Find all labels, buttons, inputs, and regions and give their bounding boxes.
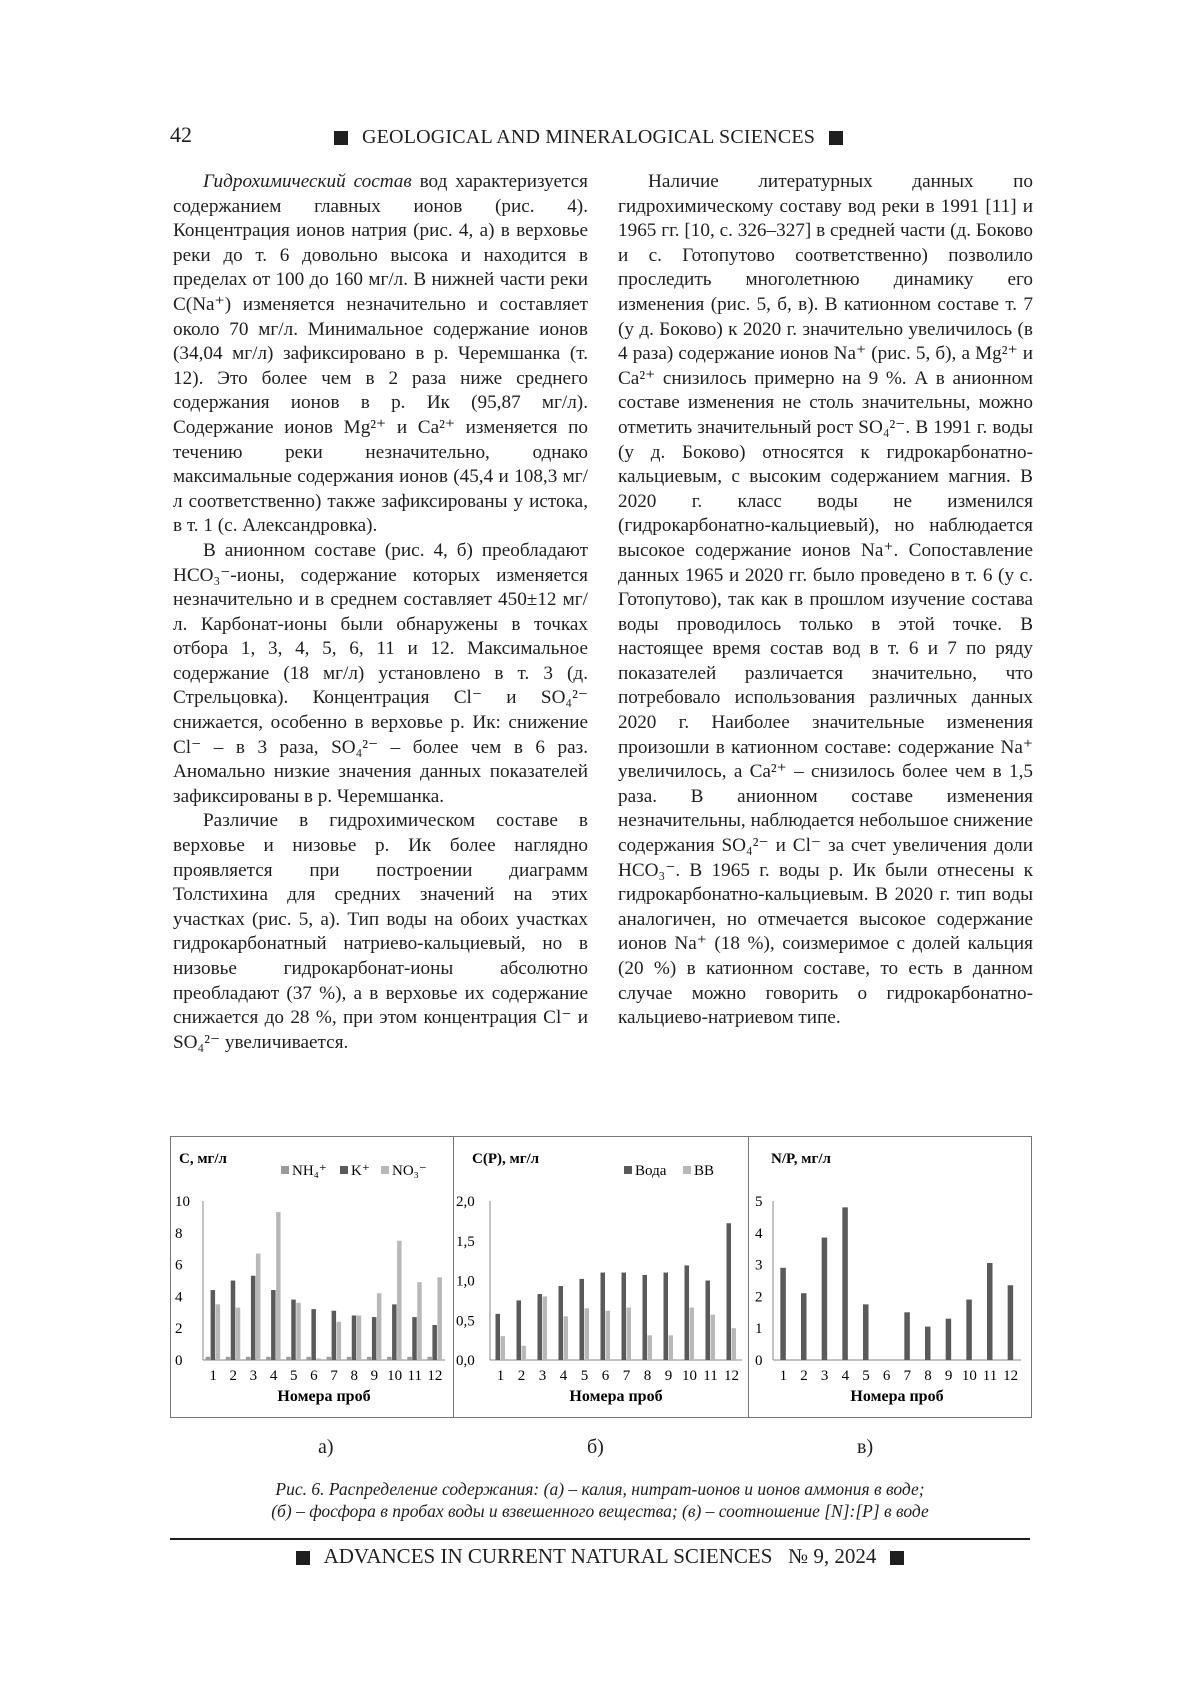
bar <box>432 1325 437 1360</box>
x-tick-label: 12 <box>724 1368 739 1384</box>
paragraph: Наличие литературных данных по гидрохимическому составу вод реки в 1991 [11] и 1965 гг. [10, с. 326–327] в средней части (д. Боково и с. Готопутово соответственно) позволило проследить многолетнюю динамику его изменения (рис. 5, б, в). В катионном составе т. 7 (у д. Боково) к 2020 г. значительно увеличилось (в 4 раза) содержание ионов Na⁺ (рис. 5, б), а Mg²⁺ и Ca²⁺ снизилось примерно на 9 %. А в анионном составе изменения не столь значительны, можно отметить значительный рост SO₄²⁻. В 1991 г. воды (у д. Боково) относятся к гидрокарбонатно-кальциевым, с высоким содержанием магния. В 2020 г. класс воды не изменился (гидрокарбонатно-кальциевый), но наблюдается высокое содержание ионов Na⁺. Сопоставление данных 1965 и 2020 гг. было проведено в т. 6 (у с. Готопутово), так как в прошлом изучение состава воды проводилось только в этой точке. В настоящее время состав вод в т. 6 и 7 по ряду показателей различается значительно, что потребовало использования различных данных 2020 г. Наиболее значительные изменения произошли в катионном составе: содержание Na⁺ увеличилось, а Ca²⁺ – снизилось более чем в 1,5 раза. В анионном составе изменения незначительны, наблюдается небольшое снижение содержания SO₄²⁻ и Cl⁻ за счет увеличения доли HCO₃⁻. В 1965 г. воды р. Ик были отнесены к гидрокарбонатно-кальциевым. В 2020 г. тип воды аналогичен, но отмечается высокое содержание ионов Na⁺ (18 %), соизмеримое с долей кальция (20 %) в катионном составе, то есть в данном случае можно говорить о гидрокарбонатно-кальциево-натриевом типе. <box>618 171 1033 1029</box>
chart-panel-a <box>171 1137 454 1417</box>
figure-caption <box>170 1478 1030 1522</box>
paragraph: Различие в гидрохимическом составе в верховье и низовье р. Ик более наглядно проявляется при построении диаграмм Толстихина для средних значений на этих участках (рис. 5, а). Тип воды на обоих участках гидрокарбонатный натриево-кальциевый, но в низовье гидрокарбонат-ионы абсолютно преобладают (37 %), а в верховье их содержание снижается до 28 %, при этом концентрация Cl⁻ и SO₄²⁻ увеличивается. <box>173 810 588 1053</box>
x-tick-label: 7 <box>330 1368 338 1384</box>
bar <box>407 1357 412 1360</box>
bar <box>206 1357 211 1360</box>
paragraph-lead: Гидрохимический состав <box>203 171 412 192</box>
bar <box>925 1327 931 1360</box>
bar <box>387 1357 392 1360</box>
legend-swatch <box>624 1166 632 1174</box>
x-tick-label: 9 <box>944 1368 953 1384</box>
bar <box>601 1273 606 1360</box>
legend-label: NH₄⁺ <box>292 1163 327 1179</box>
x-tick-label: 12 <box>1003 1368 1019 1384</box>
y-tick-label: 10 <box>175 1194 190 1210</box>
x-tick-label: 10 <box>387 1368 403 1384</box>
x-tick-label: 9 <box>664 1368 673 1384</box>
x-tick-label: 3 <box>538 1368 547 1384</box>
square-bullet-icon <box>829 131 843 145</box>
bar <box>211 1290 216 1360</box>
legend-label: Вода <box>635 1163 667 1179</box>
y-tick-label: 2 <box>755 1289 763 1306</box>
bar <box>946 1319 952 1360</box>
x-tick-label: 1 <box>209 1368 217 1384</box>
bar <box>417 1282 422 1360</box>
footer-issue: № 9, 2024 <box>788 1544 877 1568</box>
x-tick-label: 6 <box>310 1368 318 1384</box>
bar <box>1008 1285 1014 1360</box>
panel-label-b: б) <box>587 1436 604 1458</box>
bar <box>271 1290 276 1360</box>
bar <box>622 1273 627 1360</box>
y-tick-label: 0,5 <box>456 1313 475 1330</box>
bar <box>377 1293 382 1360</box>
bar <box>352 1315 357 1360</box>
x-tick-label: 5 <box>580 1368 589 1384</box>
paragraph <box>173 170 588 539</box>
y-tick-label: 4 <box>175 1289 183 1306</box>
bar <box>559 1286 564 1360</box>
bar <box>316 1358 321 1360</box>
legend-label: K⁺ <box>351 1163 370 1179</box>
bar <box>564 1316 569 1360</box>
bar <box>231 1281 236 1361</box>
bar <box>727 1223 732 1360</box>
bar <box>685 1265 690 1360</box>
bar <box>392 1304 397 1360</box>
x-tick-label: 7 <box>903 1368 912 1384</box>
legend-swatch <box>381 1166 389 1174</box>
x-tick-label: 1 <box>496 1368 505 1384</box>
bar <box>427 1357 432 1360</box>
bar <box>580 1279 585 1360</box>
x-tick-label: 6 <box>882 1368 891 1384</box>
bar <box>251 1276 256 1360</box>
bar <box>337 1322 342 1360</box>
y-tick-label: 1,0 <box>456 1273 475 1290</box>
y-tick-label: 2 <box>175 1321 183 1338</box>
bar <box>643 1275 648 1360</box>
x-tick-label: 4 <box>269 1368 278 1384</box>
legend-swatch <box>340 1166 348 1174</box>
x-tick-label: 11 <box>703 1368 718 1384</box>
chart-b <box>454 1137 748 1417</box>
caption-line: (б) – фосфора в пробах воды и взвешенного вещества; (в) – соотношение [N]:[P] в воде <box>271 1501 929 1521</box>
square-bullet-icon <box>890 1551 904 1565</box>
bar <box>966 1300 972 1360</box>
x-tick-label: 11 <box>982 1368 998 1384</box>
x-tick-label: 10 <box>961 1368 977 1384</box>
bar <box>606 1311 611 1360</box>
bar <box>822 1238 828 1360</box>
bar <box>226 1357 231 1360</box>
running-title-text: GEOLOGICAL AND MINERALOGICAL SCIENCES <box>362 126 816 148</box>
y-tick-label: 4 <box>755 1225 763 1242</box>
bar <box>780 1268 786 1360</box>
right-column <box>618 170 1033 1031</box>
x-axis-label: Номера проб <box>569 1388 663 1405</box>
bar <box>627 1308 632 1360</box>
chart-a <box>171 1137 453 1417</box>
y-tick-label: 0 <box>755 1353 763 1369</box>
x-tick-label: 9 <box>370 1368 379 1384</box>
bar <box>664 1273 669 1360</box>
x-tick-label: 2 <box>229 1368 237 1384</box>
bar <box>306 1357 311 1360</box>
x-tick-label: 3 <box>249 1368 258 1384</box>
x-tick-label: 3 <box>820 1368 829 1384</box>
bar <box>538 1294 543 1360</box>
footer-rule <box>170 1538 1030 1540</box>
bar <box>397 1241 402 1360</box>
y-tick-label: 3 <box>755 1257 763 1274</box>
x-tick-label: 10 <box>682 1368 697 1384</box>
y-tick-label: 6 <box>175 1257 183 1274</box>
x-axis-label: Номера проб <box>277 1388 371 1405</box>
bar <box>585 1308 590 1360</box>
x-tick-label: 4 <box>841 1368 850 1384</box>
legend-label: NO₃⁻ <box>392 1163 427 1179</box>
legend-label: ВВ <box>694 1163 715 1179</box>
bar <box>367 1357 372 1360</box>
y-tick-label: 5 <box>755 1194 763 1210</box>
x-tick-label: 2 <box>517 1368 526 1384</box>
bar <box>690 1308 695 1360</box>
paragraph: В анионном составе (рис. 4, б) преобладают HCO₃⁻-ионы, содержание которых изменяется незначительно и в среднем составляет 450±12 мг/л. Карбонат-ионы были обнаружены в точках отбора 1, 3, 4, 5, 6, 11 и 12. Максимальное содержание (18 мг/л) установлено в т. 3 (д. Стрельцовка). Концентрация Cl⁻ и SO₄²⁻ снижается, особенно в верховье р. Ик: снижение Cl⁻ – в 3 раза, SO₄²⁻ – более чем в 6 раз. Аномально низкие значения данных показателей зафиксированы в р. Черемшанка. <box>173 539 588 807</box>
bar <box>437 1277 442 1360</box>
bar <box>256 1253 261 1360</box>
bar <box>372 1317 377 1360</box>
bar <box>216 1304 221 1360</box>
bar <box>706 1281 711 1361</box>
bar <box>347 1357 352 1360</box>
left-column <box>173 170 588 1055</box>
paragraph-text: вод характеризуется содержанием главных ионов (рис. 4). Концентрация ионов натрия (рис. 4, а) в верховье реки до т. 6 довольно высока и находится в пределах от 100 до 160 мг/л. В нижней части реки C(Na⁺) изменяется незначительно и составляет около 70 мг/л. Минимальное содержание ионов (34,04 мг/л) зафиксировано в р. Черемшанка (т. 12). Это более чем в 2 раза ниже среднего содержания ионов в р. Ик (95,87 мг/л). Содержание ионов Mg²⁺ и Ca²⁺ изменяется по течению реки незначительно, однако максимальные содержания ионов (45,4 и 108,3 мг/л соответственно) также зафиксированы у истока, в т. 1 (с. Александровка). <box>173 171 588 537</box>
chart-panel-b <box>454 1137 749 1417</box>
y-axis-label: N/P, мг/л <box>771 1151 831 1167</box>
bar <box>266 1357 271 1360</box>
bar <box>357 1315 362 1360</box>
chart-c <box>749 1137 1031 1417</box>
y-tick-label: 0,0 <box>456 1353 475 1369</box>
bar <box>543 1296 548 1360</box>
bar <box>522 1346 527 1360</box>
x-tick-label: 8 <box>924 1368 932 1384</box>
x-tick-label: 8 <box>643 1368 652 1384</box>
y-tick-label: 2,0 <box>456 1194 475 1210</box>
bar <box>291 1300 296 1360</box>
footer-journal: ADVANCES IN CURRENT NATURAL SCIENCES <box>323 1544 773 1568</box>
bar <box>711 1315 716 1360</box>
y-tick-label: 1,5 <box>456 1233 475 1250</box>
bar <box>286 1357 291 1360</box>
bar <box>648 1335 653 1360</box>
caption-line: Рис. 6. Распределение содержания: (а) – калия, нитрат-ионов и ионов аммония в воде; <box>275 1479 925 1499</box>
bar <box>311 1309 316 1360</box>
x-tick-label: 11 <box>407 1368 422 1384</box>
x-tick-label: 12 <box>427 1368 443 1384</box>
bar <box>276 1212 281 1360</box>
square-bullet-icon <box>334 131 348 145</box>
bar <box>236 1308 241 1360</box>
x-tick-label: 2 <box>800 1368 808 1384</box>
panel-label-a: а) <box>318 1436 334 1458</box>
x-tick-label: 5 <box>290 1368 298 1384</box>
y-axis-label: С(Р), мг/л <box>472 1151 540 1167</box>
x-tick-label: 1 <box>779 1368 788 1384</box>
bar <box>669 1335 674 1360</box>
x-axis-label: Номера проб <box>850 1388 944 1405</box>
bar <box>327 1357 332 1360</box>
square-bullet-icon <box>296 1551 310 1565</box>
bar <box>801 1293 807 1360</box>
page-number: 42 <box>170 122 192 147</box>
chart-panel-c <box>749 1137 1031 1417</box>
bar <box>412 1317 417 1360</box>
bar <box>496 1314 501 1360</box>
panel-label-c: в) <box>857 1436 874 1458</box>
bar <box>842 1207 848 1360</box>
x-tick-label: 4 <box>559 1368 568 1384</box>
bar <box>732 1328 737 1360</box>
bar <box>863 1304 869 1360</box>
y-tick-label: 0 <box>175 1353 183 1369</box>
running-title <box>320 126 900 149</box>
bar <box>904 1312 910 1360</box>
bar <box>296 1303 301 1360</box>
x-tick-label: 7 <box>622 1368 631 1384</box>
legend-swatch <box>281 1166 289 1174</box>
figure <box>170 1136 1032 1418</box>
y-tick-label: 1 <box>755 1321 763 1338</box>
x-tick-label: 8 <box>350 1368 358 1384</box>
x-tick-label: 5 <box>862 1368 870 1384</box>
bar <box>332 1311 337 1360</box>
y-axis-label: С, мг/л <box>179 1151 227 1167</box>
y-tick-label: 8 <box>175 1225 183 1242</box>
legend-swatch <box>683 1166 691 1174</box>
bar <box>246 1357 251 1360</box>
footer <box>170 1544 1030 1569</box>
x-tick-label: 6 <box>601 1368 610 1384</box>
bar <box>987 1263 993 1360</box>
bar <box>517 1300 522 1360</box>
bar <box>501 1336 506 1360</box>
